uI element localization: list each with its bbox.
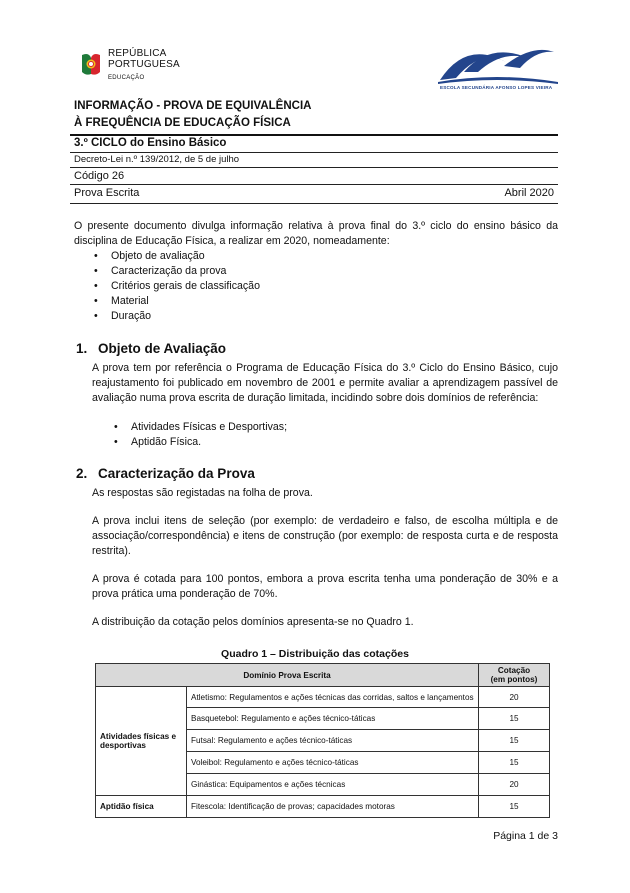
divider <box>70 203 558 204</box>
section-2-paragraph-4: A distribuição da cotação pelos domínios apresenta-se no Quadro 1. <box>92 616 414 628</box>
header-points-line1: Cotação <box>497 666 531 675</box>
list-item: • Atividades Físicas e Desportivas; <box>112 420 287 435</box>
divider <box>70 184 558 185</box>
points-cell: 15 <box>479 752 550 774</box>
table-caption: Quadro 1 – Distribuição das cotações <box>221 648 409 660</box>
table-row <box>96 796 550 818</box>
points-cell: 20 <box>479 687 550 708</box>
republic-line2: PORTUGUESA <box>108 59 180 70</box>
item-cell: Futsal: Regulamento e ações técnico-táticas <box>187 730 479 752</box>
intro-list <box>92 249 260 324</box>
list-item: • Objeto de avaliação <box>92 249 260 264</box>
section-2-heading <box>76 466 255 481</box>
list-item: • Material <box>92 294 260 309</box>
section-1-list <box>112 420 287 450</box>
item-cell: Ginástica: Equipamentos e ações técnicas <box>187 774 479 796</box>
list-item: • Duração <box>92 309 260 324</box>
table-header-row <box>96 664 550 687</box>
section-2-paragraph-3: A prova é cotada para 100 pontos, embora a prova escrita tenha uma ponderação de 30% e a prova prática uma ponderação de 70%. <box>92 573 558 600</box>
header-points <box>479 664 550 687</box>
header-points-line2: (em pontos) <box>490 675 538 684</box>
list-item: • Aptidão Física. <box>112 435 287 450</box>
decree-label: Decreto-Lei n.º 139/2012, de 5 de julho <box>74 154 240 165</box>
section-1-paragraph: A prova tem por referência o Programa de Educação Física do 3.º Ciclo do Ensino Básico, cujo reajustamento foi publicado em novembro de 2001 e permite avaliar a aprendizagem passível de avaliação numa prova escrita de duração limitada, incidindo sobre dois domínios de referência: <box>92 362 558 404</box>
republica-portuguesa-logo <box>80 48 220 84</box>
ministry-label: EDUCAÇÃO <box>108 75 145 81</box>
points-cell: 15 <box>479 796 550 818</box>
points-cell: 15 <box>479 730 550 752</box>
section-2-paragraph-2: A prova inclui itens de seleção (por exemplo: de verdadeiro e falso, de escolha múltipla e de associação/correspondência) e itens de construção (por exemplo: de resposta curta e de resposta restrita). <box>92 515 558 557</box>
list-item: • Caracterização da prova <box>92 264 260 279</box>
section-number: 1. <box>76 341 88 356</box>
points-cell: 15 <box>479 708 550 730</box>
section-number: 2. <box>76 466 88 481</box>
item-cell: Atletismo: Regulamentos e ações técnicas das corridas, saltos e lançamentos <box>187 687 479 708</box>
exam-date: Abril 2020 <box>504 187 554 199</box>
page-number: Página 1 de 3 <box>493 830 558 842</box>
document-title-line1: INFORMAÇÃO - PROVA DE EQUIVALÊNCIA <box>74 100 312 112</box>
portugal-flag-icon <box>80 52 102 76</box>
item-cell: Voleibol: Regulamento e ações técnico-táticas <box>187 752 479 774</box>
school-waves-icon <box>436 42 560 86</box>
list-item: • Critérios gerais de classificação <box>92 279 260 294</box>
item-cell: Basquetebol: Regulamento e ações técnico-táticas <box>187 708 479 730</box>
section-title: Objeto de Avaliação <box>98 341 227 356</box>
section-1-heading <box>76 341 226 356</box>
exam-type: Prova Escrita <box>74 187 140 199</box>
intro-paragraph: O presente documento divulga informação relativa à prova final do 3.º ciclo do ensino básico da disciplina de Educação Física, a realizar em 2020, nomeadamente: <box>74 220 558 247</box>
item-cell: Fitescola: Identificação de provas; capacidades motoras <box>187 796 479 818</box>
exam-code: Código 26 <box>74 170 125 182</box>
exam-type-row <box>74 187 554 199</box>
header-domain: Domínio Prova Escrita <box>96 664 479 687</box>
document-title-line2: À FREQUÊNCIA DE EDUCAÇÃO FÍSICA <box>74 117 291 129</box>
quota-table <box>95 663 550 818</box>
points-cell: 20 <box>479 774 550 796</box>
section-2-paragraph-1: As respostas são registadas na folha de prova. <box>92 487 313 499</box>
table-row <box>96 687 550 708</box>
divider <box>70 167 558 168</box>
republic-line1: REPÚBLICA <box>108 48 167 59</box>
section-title: Caracterização da Prova <box>98 466 255 481</box>
school-name: ESCOLA SECUNDÁRIA AFONSO LOPES VIEIRA <box>440 85 553 90</box>
school-logo <box>436 42 560 94</box>
divider <box>70 152 558 153</box>
cycle-label: 3.º CICLO do Ensino Básico <box>74 137 227 149</box>
domain-cell: Atividades físicas e desportivas <box>96 687 187 796</box>
divider <box>70 134 558 136</box>
domain-cell: Aptidão física <box>96 796 187 818</box>
